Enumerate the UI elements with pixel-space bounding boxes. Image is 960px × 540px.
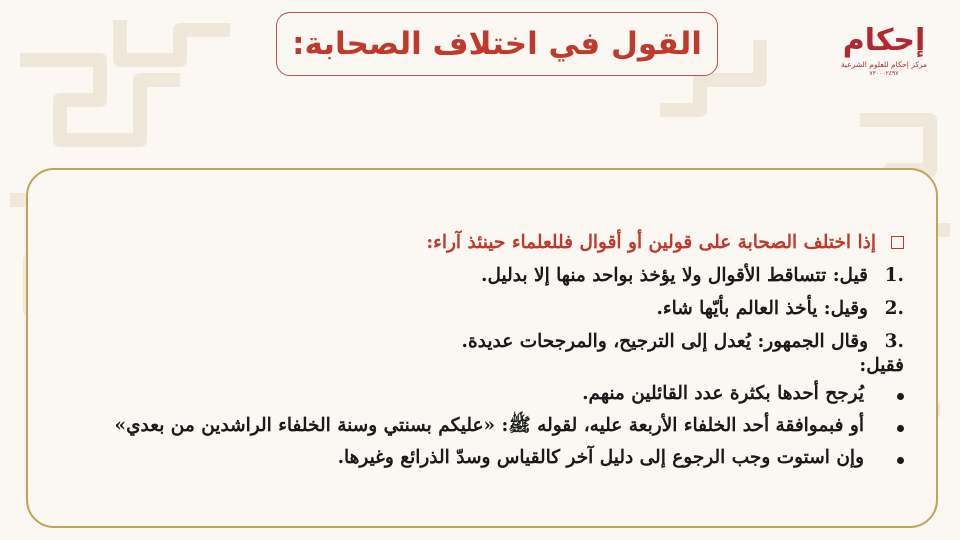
title-box [276,12,718,76]
section-heading [48,226,904,259]
subheading: فقيل: [859,355,904,376]
item-text: قيل: تتساقط الأقوال ولا يؤخذ بواحد منها إلا بدليل. [481,265,868,286]
content [48,226,904,474]
bullet-text: وإن استوت وجب الرجوع إلى دليل آخر كالقياس وسدّ الذرائع وغيرها. [337,447,864,468]
bullet-item [48,410,904,442]
logo-subtitle: مركز إحكام للعلوم الشرعية [840,60,928,69]
numbered-item [48,259,904,292]
bullet-item [48,378,904,410]
bullet-item [48,442,904,474]
page-title: القول في اختلاف الصحابة: [292,26,702,62]
bullet-icon [897,457,904,464]
item-text: وقال الجمهور: يُعدل إلى الترجيح، والمرجحات عديدة. [461,331,868,352]
item-number: 3. [884,331,904,352]
bullet-text: يُرجح أحدها بكثرة عدد القائلين منهم. [582,383,864,404]
logo-number: ٧٣٠٠٠٢٤٩٧ [869,70,899,77]
heading-text: إذا اختلف الصحابة على قولين أو أقوال فللعلماء حينئذ آراء: [426,232,876,253]
item-number: 2. [884,298,904,319]
item-text: وقيل: يأخذ العالم بأيّها شاء. [656,298,868,319]
bullet-icon [897,425,904,432]
bullet-text: أو فبموافقة أحد الخلفاء الأربعة عليه، لقوله ﷺ: «عليكم بسنتي وسنة الخلفاء الراشدين من بعدي» [114,415,864,436]
bullet-icon [897,393,904,400]
numbered-item [48,292,904,325]
content-box [26,168,938,528]
logo [840,22,928,92]
logo-word: إحكام [842,23,926,58]
checkbox-icon [891,236,904,249]
item-number: 1. [884,265,904,286]
